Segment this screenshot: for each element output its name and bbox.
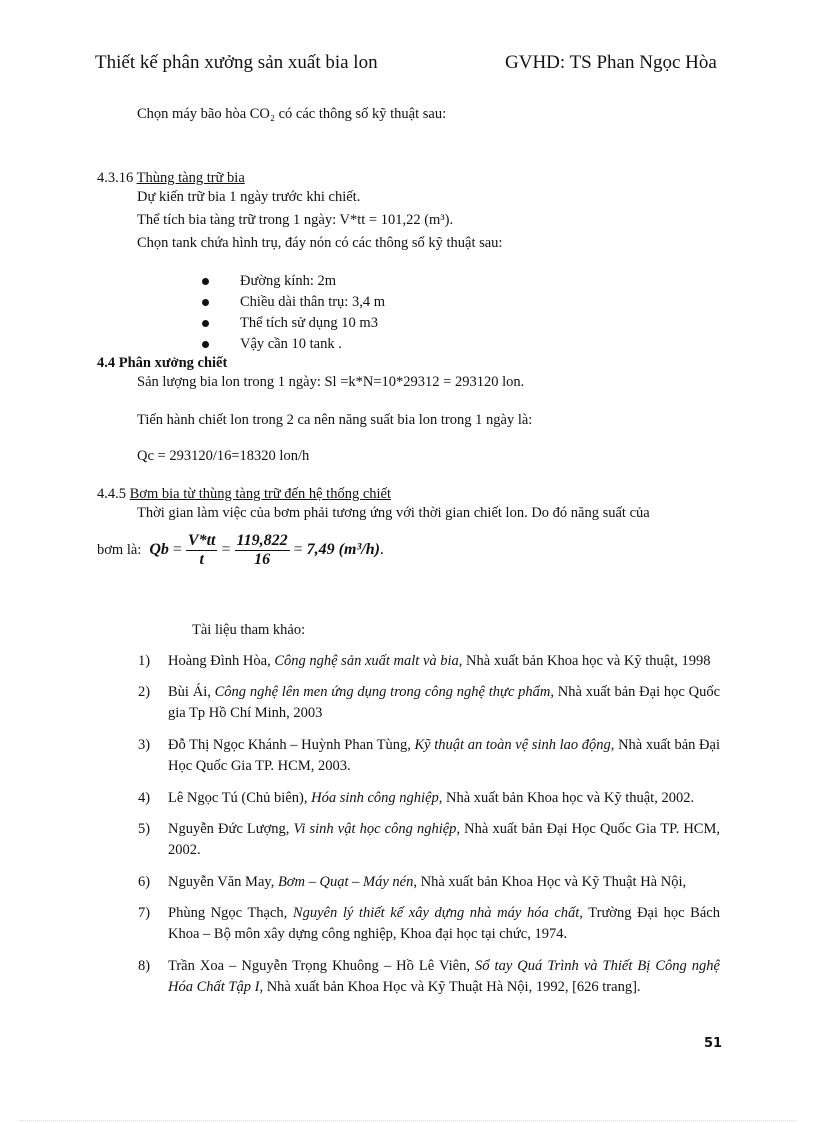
reference-title: Công nghệ lên men ứng dụng trong công nghệ thực phẩm (214, 684, 551, 700)
formula-lhs: Qb (149, 540, 169, 558)
section-445-title: Bơm bia từ thùng tàng trữ đến hệ thống chiết (129, 486, 392, 502)
reference-title: Nguyên lý thiết kế xây dựng nhà máy hóa chất (292, 905, 580, 921)
reference-title: Sổ tay Quá Trình và Thiết Bị Công nghệ Hóa Chất Tập I (168, 958, 720, 995)
section-4316-number: 4.3.16 (97, 170, 137, 186)
bullet-item: Đường kính: 2m (240, 273, 337, 289)
reference-title: Công nghệ sản xuất malt và bia (274, 653, 459, 669)
reference-item: Đỗ Thị Ngọc Khánh – Huỳnh Phan Tùng, Kỹ thuật an toàn vệ sinh lao động, Nhà xuất bản Đại Học Quốc Gia TP. HCM, 2003. (168, 737, 720, 774)
bullet-dot (202, 278, 209, 285)
section-44-line1: Sản lượng bia lon trong 1 ngày: Sl =k*N=10*29312 = 293120 lon. (137, 374, 525, 390)
section-44-heading: 4.4 Phân xưởng chiết (97, 355, 228, 371)
section-4316-line1: Dự kiến trữ bia 1 ngày trước khi chiết. (137, 189, 361, 205)
formula-prefix: bơm là: (97, 541, 142, 558)
formula-den1: t (199, 550, 204, 568)
bullet-dot (202, 341, 209, 348)
reference-item: Trần Xoa – Nguyễn Trọng Khuông – Hồ Lê Viên, Sổ tay Quá Trình và Thiết Bị Công nghệ Hóa Chất Tập I, Nhà xuất bản Khoa Học và Kỹ Thuật Hà Nội, 1992, [626 trang]. (168, 958, 720, 995)
pump-formula: Qb = $\frac{V*tt}{t}$ = $\frac{119,822}{16}$ = 7,49 (m³/h). (149, 531, 384, 568)
reference-item: Nguyễn Văn May, Bơm – Quạt – Máy nén, Nhà xuất bản Khoa Học và Kỹ Thuật Hà Nội, (168, 874, 687, 890)
reference-number: 2) (138, 684, 151, 700)
reference-number: 3) (138, 737, 151, 753)
section-445-line1: Thời gian làm việc của bơm phải tương ứng với thời gian chiết lon. Do đó năng suất của (137, 505, 650, 521)
formula-unit: (m³/h) (338, 540, 380, 558)
formula-den2: 16 (254, 550, 271, 568)
section-44-line2: Tiến hành chiết lon trong 2 ca nên năng suất bia lon trong 1 ngày là: (137, 412, 533, 428)
reference-number: 1) (138, 653, 151, 669)
references-heading: Tài liệu tham khảo: (192, 622, 306, 638)
reference-item: Hoàng Đình Hòa, Công nghệ sản xuất malt và bia, Nhà xuất bản Khoa học và Kỹ thuật, 1998 (168, 653, 711, 669)
header-title: Thiết kế phân xưởng sản xuất bia lon (95, 52, 378, 73)
formula-fraction-1 (186, 532, 218, 569)
formula-result: 7,49 (306, 540, 335, 558)
section-4316-line2: Thể tích bia tàng trữ trong 1 ngày: V*tt = 101,22 (m³). (137, 212, 454, 228)
formula-fraction-2 (235, 532, 290, 569)
formula-num1: V*tt (187, 531, 216, 549)
reference-title: Bơm – Quạt – Máy nén (277, 874, 414, 890)
section-4316-heading (97, 170, 245, 187)
reference-title: Vi sinh vật học công nghiệp (293, 821, 457, 837)
section-4316-line3: Chọn tank chứa hình trụ, đáy nón có các thông số kỹ thuật sau: (137, 235, 503, 251)
bullet-item: Chiều dài thân trụ: 3,4 m (240, 294, 385, 310)
page-bottom-border (20, 1120, 796, 1121)
bullet-dot (202, 320, 209, 327)
reference-title: Kỹ thuật an toàn vệ sinh lao động (414, 737, 611, 753)
bullet-dot (202, 299, 209, 306)
reference-number: 7) (138, 905, 151, 921)
reference-number: 4) (138, 790, 151, 806)
bullet-item: Thể tích sử dụng 10 m3 (240, 315, 378, 331)
section-445-heading (97, 486, 391, 503)
reference-number: 6) (138, 874, 151, 890)
reference-item: Nguyễn Đức Lượng, Vi sinh vật học công nghiệp, Nhà xuất bản Đại Học Quốc Gia TP. HCM, 2002. (168, 821, 720, 858)
reference-number: 5) (138, 821, 151, 837)
section-44-line3: Qc = 293120/16=18320 lon/h (137, 448, 310, 464)
reference-title: Hóa sinh công nghiệp (311, 790, 439, 806)
reference-item: Lê Ngọc Tú (Chủ biên), Hóa sinh công nghiệp, Nhà xuất bản Khoa học và Kỹ thuật, 2002. (168, 790, 695, 806)
pump-formula-line (97, 528, 384, 572)
bullet-item: Vậy cần 10 tank . (240, 336, 342, 352)
reference-number: 8) (138, 958, 151, 974)
co2-line: Chọn máy bão hòa CO₂ có các thông số kỹ thuật sau: (137, 106, 447, 122)
reference-item: Phùng Ngọc Thạch, Nguyên lý thiết kế xây dựng nhà máy hóa chất, Trường Đại học Bách Khoa – Bộ môn xây dựng công nghiệp, Khoa đại học tại chức, 1974. (168, 905, 720, 942)
section-445-number: 4.4.5 (97, 486, 130, 502)
section-4316-title: Thùng tàng trữ bia (136, 170, 245, 186)
formula-num2: 119,822 (236, 531, 288, 549)
reference-item: Bùi Ái, Công nghệ lên men ứng dụng trong công nghệ thực phẩm, Nhà xuất bản Đại học Quốc gia Tp Hồ Chí Minh, 2003 (168, 684, 721, 721)
header-advisor: GVHD: TS Phan Ngọc Hòa (505, 52, 717, 73)
page-number: 51 (704, 1036, 723, 1051)
